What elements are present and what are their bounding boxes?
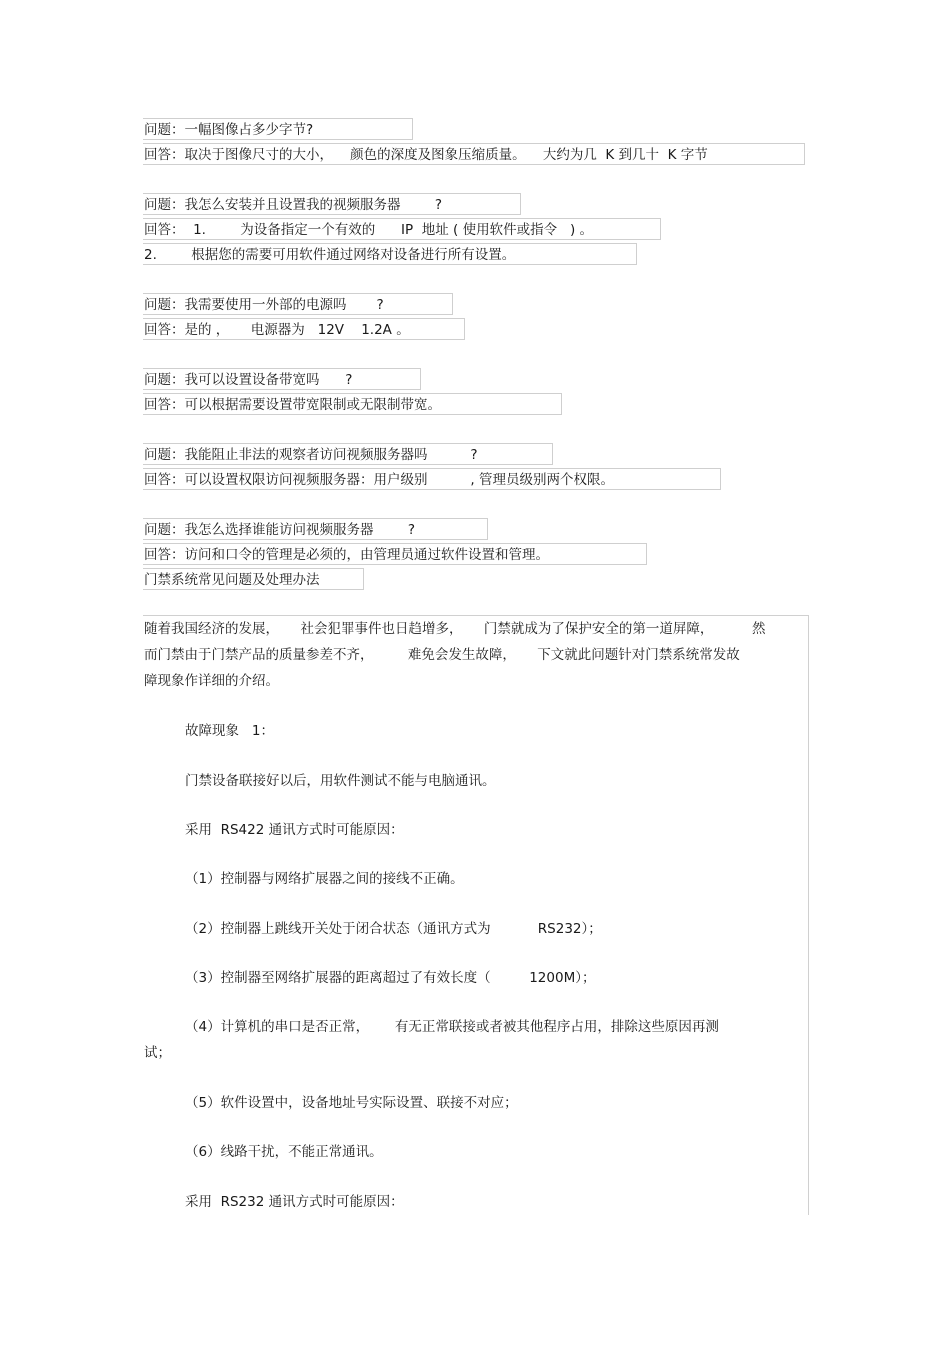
cause-item: （1）控制器与网络扩展器之间的接线不正确。 xyxy=(185,871,464,887)
section-heading: 门禁系统常见问题及处理办法 xyxy=(143,568,364,590)
cause-item: （3）控制器至网络扩展器的距离超过了有效长度（ 1200M）； xyxy=(185,970,596,986)
cause-item: （4）计算机的串口是否正常， 有无正常联接或者被其他程序占用，排除这些原因再测 xyxy=(185,1019,719,1035)
fault-title: 故障现象 1： xyxy=(185,723,274,739)
question-line: 问题：一幅图像占多少字节? xyxy=(143,118,413,140)
answer-line: 回答：可以设置权限访问视频服务器：用户级别 , 管理员级别两个权限。 xyxy=(143,468,721,490)
question-line: 问题：我需要使用一外部的电源吗 ? xyxy=(143,293,453,315)
rs232-title: 采用 RS232 通讯方式时可能原因： xyxy=(185,1194,404,1210)
question-line: 问题：我怎么选择谁能访问视频服务器 ? xyxy=(143,518,488,540)
question-line: 问题：我能阻止非法的观察者访问视频服务器吗 ? xyxy=(143,443,553,465)
answer-line: 回答：可以根据需要设置带宽限制或无限制带宽。 xyxy=(143,393,562,415)
cause-item-continuation: 试； xyxy=(144,1045,171,1061)
answer-line: 回答：取决于图像尺寸的大小， 颜色的深度及图象压缩质量。 大约为几 K 到几十 K 字节 xyxy=(143,143,805,165)
cause-item: （6）线路干扰，不能正常通讯。 xyxy=(185,1144,383,1160)
article-box xyxy=(143,615,809,1215)
rs422-title: 采用 RS422 通讯方式时可能原因： xyxy=(185,822,404,838)
cause-item: （2）控制器上跳线开关处于闭合状态（通讯方式为 RS232）； xyxy=(185,921,602,937)
answer-line: 回答： 1. 为设备指定一个有效的 IP 地址 ( 使用软件或指令 ) 。 xyxy=(143,218,661,240)
fault-description: 门禁设备联接好以后，用软件测试不能与电脑通讯。 xyxy=(185,773,496,789)
intro-line: 障现象作详细的介绍。 xyxy=(144,673,279,689)
answer-line: 回答：访问和口令的管理是必须的，由管理员通过软件设置和管理。 xyxy=(143,543,647,565)
answer-line: 2. 根据您的需要可用软件通过网络对设备进行所有设置。 xyxy=(143,243,637,265)
question-line: 问题：我可以设置设备带宽吗 ? xyxy=(143,368,421,390)
intro-line: 而门禁由于门禁产品的质量参差不齐， 难免会发生故障， 下文就此问题针对门禁系统常发故 xyxy=(144,647,740,663)
intro-line: 随着我国经济的发展， 社会犯罪事件也日趋增多， 门禁就成为了保护安全的第一道屏障， 然 xyxy=(144,621,766,637)
question-line: 问题：我怎么安装并且设置我的视频服务器 ? xyxy=(143,193,521,215)
answer-line: 回答：是的 ， 电源器为 12V 1.2A 。 xyxy=(143,318,465,340)
cause-item: （5）软件设置中，设备地址号实际设置、联接不对应； xyxy=(185,1095,518,1111)
